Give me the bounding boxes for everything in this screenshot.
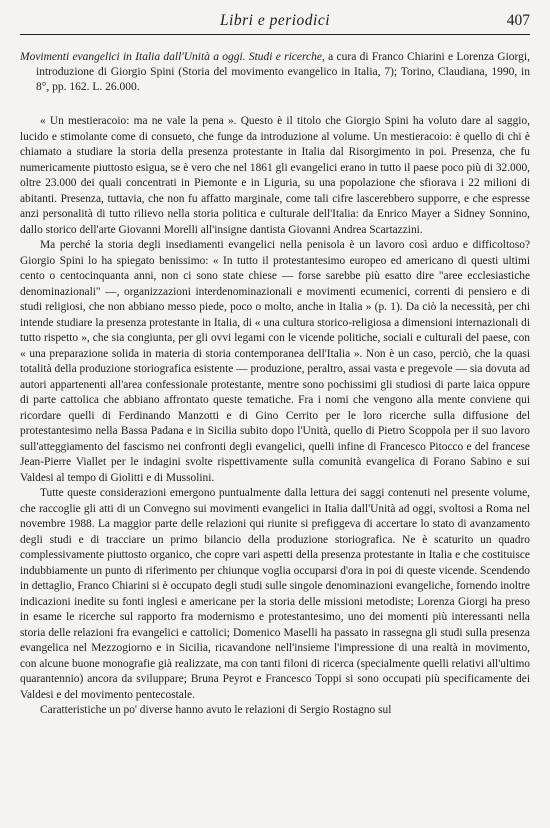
book-details: a cura di Franco Chiarini e Lorenza Giorgi, introduzione di Giorgio Spini (Storia del movimento evangelico in Italia, 7); Torino, Claudiana, 1990, in 8°, pp. 162. L. 26.000. <box>36 51 530 93</box>
paragraph-3: Tutte queste considerazioni emergono puntualmente dalla lettura dei saggi contenuti nel presente volume, che raccoglie gli atti di un Convegno sui movimenti evangelici in Italia dall'Unità ad oggi, svoltosi a Roma nel novembre 1988. La maggior parte delle relazioni qui riunite si prefiggeva di accertare lo stato di avanzamento degli studi e di tracciare un primo bilancio della produzione storiografica. Ne è scaturito un quadro complessivamente piuttosto organico, che copre vari aspetti della presenza protestante in Italia e che costituisce indubbiamente un punto di riferimento per chiunque voglia occuparsi d'ora in poi di queste vicende. Scendendo in dettaglio, Franco Chiarini si è occupato degli studi sulle singole denominazioni evangeliche, fornendo inoltre indicazioni inedite su fonti inglesi e americane per la storia delle missioni metodiste; Lorenza Giorgi ha preso in esame le ricerche sul rapporto fra modernismo e protestantesimo, uno dei momenti più interessanti nella storia delle relazioni fra evangelici e cattolici; Domenico Maselli ha passato in rassegna gli studi sulla presenza evangelica nel Mezzogiorno e in Sicilia, ricavandone nell'insieme l'impressione di una realtà in movimento, con alcune buone monografie già realizzate, ma con tanti filoni di ricerca (specialmente quelli relativi all'ultimo quarantennio) ancora da sviluppare; Bruna Peyrot e Francesco Toppi si sono occupati più specificamente dei Valdesi e del movimento pentecostale. <box>20 487 530 701</box>
page-header <box>20 12 530 35</box>
review-body <box>20 114 530 719</box>
paragraph-2: Ma perché la storia degli insediamenti evangelici nella penisola è un lavoro così arduo e difficoltoso? Giorgio Spini lo ha spiegato benissimo: « In tutto il protestantesimo europeo ed americano di questi ultimi cento o centocinquanta anni, non ci sono state chiese — forse sarebbe più esatto dire "aree ecclesiastiche denominazionali" —, organizzazioni interdenominazionali e movimenti ecumenici, correnti di pensiero e di studi religiosi, che non abbiano messo piede, poco o molto, anche in Italia » (p. 1). Da ciò la necessità, per chi intende studiare la presenza protestante in Italia, di « una cultura storico-religiosa a dimensioni internazionali di tutto rispetto », che sia congiunta, per gli ovvi legami con le vicende politiche, sociali e culturali del paese, con « una preparazione solida in materia di storia contemporanea dell'Italia ». Non è un caso, perciò, che la quasi totalità della produzione storiografica esistente — produzione, peraltro, assai vasta e pregevole — sia dovuta ad autori appartenenti all'area confessionale protestante, mentre sono pochissimi gli studiosi di parte laica oppure di parte cattolica che abbiano affrontato queste tematiche. Fra i nomi che vengono alla mente conviene qui ricordare quelli di Ferdinando Manzotti e di Gino Cerrito per le loro ricerche sulla diffusione del protestantesimo nella Bassa Padana e in Sicilia subito dopo l'Unità, quello di Pietro Scoppola per il suo lavoro sull'atteggiamento del fascismo nei confronti degli evangelici, quelli infine di Francesco Pitocco e del francese Jean-Pierre Viallet per le indagini svolte rispettivamente sulla comunità evangelica di Forano Sabino e sui Valdesi al tempo di Giolitti e di Mussolini. <box>20 239 530 484</box>
book-citation <box>20 50 530 95</box>
book-title: Movimenti evangelici in Italia dall'Unità a oggi. Studi e ricerche, <box>20 51 325 63</box>
paragraph-4: Caratteristiche un po' diverse hanno avuto le relazioni di Sergio Rostagno sul <box>40 704 392 716</box>
page-number: 407 <box>506 12 530 29</box>
paragraph-1: « Un mestieracoio: ma ne vale la pena ». Questo è il titolo che Giorgio Spini ha voluto dare al saggio, lucido e stimolante come di consueto, che funge da introduzione al volume. Un mestieracoio: è quello di chi è chiamato a studiare la storia della presenza protestante in Italia dal Risorgimento in poi. Presenza, che fu numericamente piuttosto esigua, se è vero che nel 1861 gli evangelici erano in tutto il paese poco più di 32.000, oltre 23.000 dei quali concentrati in Piemonte e in Liguria, su una popolazione che sfiorava i 22 milioni di abitanti. Presenza, tuttavia, che non fu affatto marginale, come tali cifre lascerebbero supporre, e che espresse anzi personalità di tutto rilievo nella storia politica e culturale dell'Italia: da Enrico Mayer a Sidney Sonnino, dallo storico dell'arte Giovanni Morelli all'insigne dantista Giovanni Andrea Scartazzini. <box>20 115 530 236</box>
running-head: Libri e periodici <box>219 12 331 29</box>
